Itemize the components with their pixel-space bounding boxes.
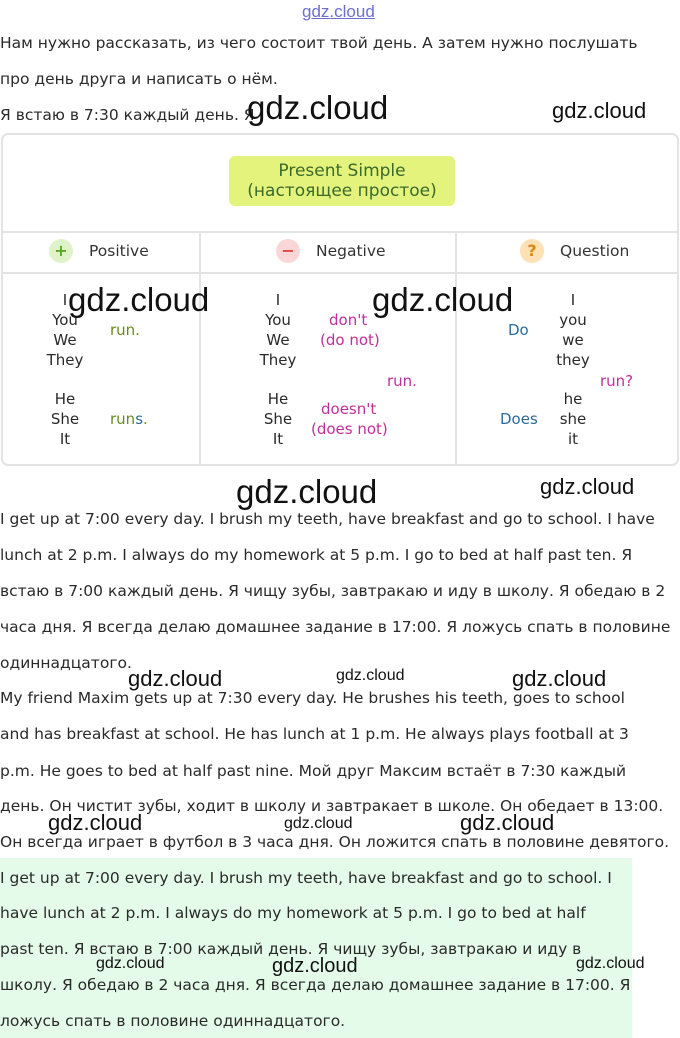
divider bbox=[3, 272, 677, 274]
watermark: gdz.cloud bbox=[576, 955, 645, 972]
paragraph-1-line: встаю в 7:00 каждый день. Я чищу зубы, завтракаю и иду в школу. Я обедаю в 2 bbox=[0, 582, 666, 600]
verb-dot: . bbox=[143, 410, 148, 428]
watermark: gdz.cloud bbox=[336, 667, 405, 684]
paragraph-2-line: Он всегда играет в футбол в 3 часа дня. Он ложится спать в половине девятого. bbox=[0, 833, 670, 851]
paragraph-2-line: and has breakfast at school. He has lunch at 1 p.m. He always plays football at 3 bbox=[0, 725, 629, 743]
aux-doesnt: doesn't bbox=[321, 400, 377, 418]
header-positive: Positive bbox=[89, 242, 149, 260]
pronoun: they bbox=[556, 351, 590, 369]
verb-stem: run bbox=[110, 410, 136, 428]
verb-ending: s bbox=[135, 410, 144, 428]
paragraph-3-line: школу. Я обедаю в 2 часа дня. Я всегда делаю домашнее задание в 17:00. Я bbox=[0, 976, 631, 994]
watermark: gdz.cloud bbox=[48, 810, 143, 835]
pronoun: It bbox=[59, 430, 71, 448]
verb-runs bbox=[110, 410, 148, 428]
table-title-line-1: Present Simple bbox=[278, 161, 406, 181]
pronoun: You bbox=[265, 311, 291, 329]
pronoun: They bbox=[259, 351, 297, 369]
pronoun: I bbox=[570, 291, 576, 309]
pronoun: you bbox=[559, 311, 587, 329]
pronoun: You bbox=[52, 311, 78, 329]
watermark: gdz.cloud bbox=[247, 89, 389, 126]
pronoun: it bbox=[567, 430, 579, 448]
pronoun: I bbox=[62, 291, 68, 309]
paragraph-1-line: I get up at 7:00 every day. I brush my teeth, have breakfast and go to school. I have bbox=[0, 510, 655, 528]
pronoun: we bbox=[562, 331, 584, 349]
paragraph-3-line: past ten. Я встаю в 7:00 каждый день. Я чищу зубы, завтракаю и иду в bbox=[0, 940, 582, 958]
header-question: Question bbox=[560, 242, 630, 260]
watermark: gdz.cloud bbox=[460, 810, 555, 835]
pronoun: He bbox=[267, 390, 289, 408]
watermark: gdz.cloud bbox=[552, 98, 647, 123]
aux-does: Does bbox=[500, 410, 538, 428]
pronoun: It bbox=[272, 430, 284, 448]
aux-dont: don't bbox=[329, 311, 368, 329]
verb-run: run. bbox=[387, 372, 417, 390]
intro-line-2: про день друга и написать о нём. bbox=[0, 70, 278, 88]
paragraph-2-line: день. Он чистит зубы, ходит в школу и завтракает в школе. Он обедает в 13:00. bbox=[0, 797, 664, 815]
paragraph-3-line: ложусь спать в половине одиннадцатого. bbox=[0, 1012, 346, 1030]
pronoun: she bbox=[559, 410, 587, 428]
paragraph-3-line: I get up at 7:00 every day. I brush my teeth, have breakfast and go to school. I bbox=[0, 869, 612, 887]
aux-do-not: (do not) bbox=[320, 331, 380, 349]
verb-run: run. bbox=[110, 321, 140, 339]
intro-line-3: Я встаю в 7:30 каждый день. Я bbox=[0, 106, 255, 124]
verb-run-question: run? bbox=[600, 372, 634, 390]
pronoun: he bbox=[563, 390, 583, 408]
aux-do: Do bbox=[508, 321, 529, 339]
watermark-top-link[interactable]: gdz.cloud bbox=[302, 2, 375, 21]
intro-line-1: Нам нужно рассказать, из чего состоит твой день. А затем нужно послушать bbox=[0, 34, 638, 52]
pronoun: We bbox=[266, 331, 290, 349]
divider bbox=[3, 231, 677, 233]
watermark: gdz.cloud bbox=[512, 666, 607, 691]
table-title bbox=[229, 156, 455, 206]
divider bbox=[199, 231, 201, 464]
watermark: gdz.cloud bbox=[372, 281, 514, 318]
watermark: gdz.cloud bbox=[284, 815, 353, 832]
pronoun: She bbox=[50, 410, 80, 428]
pronoun: I bbox=[275, 291, 281, 309]
paragraph-2-line: My friend Maxim gets up at 7:30 every day. He brushes his teeth, goes to school bbox=[0, 689, 625, 707]
watermark: gdz.cloud bbox=[272, 955, 358, 977]
divider bbox=[455, 231, 457, 464]
paragraph-1-line: lunch at 2 p.m. I always do my homework at 5 p.m. I go to bed at half past ten. Я bbox=[0, 546, 633, 564]
aux-does-not: (does not) bbox=[311, 420, 388, 438]
watermark: gdz.cloud bbox=[68, 281, 210, 318]
watermark: gdz.cloud bbox=[96, 955, 165, 972]
pronoun: He bbox=[54, 390, 76, 408]
watermark: gdz.cloud bbox=[540, 474, 635, 499]
pronoun: We bbox=[53, 331, 77, 349]
paragraph-1-line: одиннадцатого. bbox=[0, 654, 132, 672]
header-negative: Negative bbox=[316, 242, 386, 260]
pronoun: She bbox=[263, 410, 293, 428]
table-title-line-2: (настоящее простое) bbox=[247, 181, 437, 201]
paragraph-2-line: p.m. He goes to bed at half past nine. Мой друг Максим встаёт в 7:30 каждый bbox=[0, 762, 627, 780]
minus-icon: − bbox=[276, 239, 300, 263]
paragraph-1-line: часа дня. Я всегда делаю домашнее задание в 17:00. Я ложусь спать в половине bbox=[0, 618, 671, 636]
paragraph-3-line: have lunch at 2 p.m. I always do my homework at 5 p.m. I go to bed at half bbox=[0, 904, 586, 922]
watermark: gdz.cloud bbox=[236, 473, 378, 510]
pronoun: They bbox=[46, 351, 84, 369]
watermark: gdz.cloud bbox=[128, 666, 223, 691]
question-icon: ? bbox=[520, 239, 544, 263]
plus-icon: + bbox=[49, 239, 73, 263]
